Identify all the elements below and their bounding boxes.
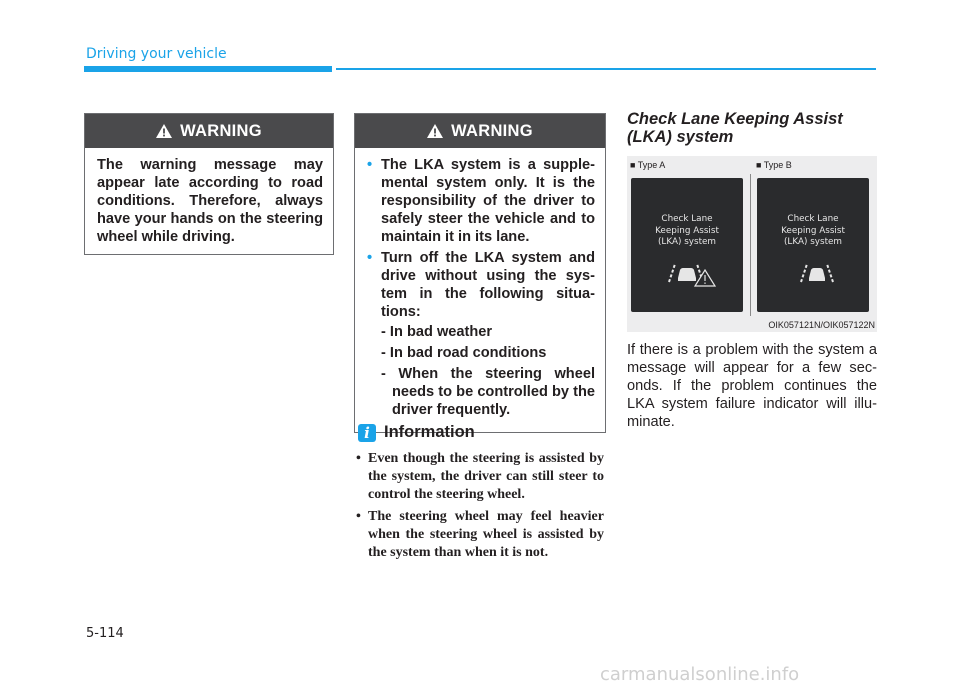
cluster-screen-type-b: [757, 178, 869, 312]
screen-line: (LKA) system: [658, 237, 716, 247]
figure-caption: OIK057121N/OIK057122N: [768, 320, 875, 330]
section-title: Driving your vehicle: [86, 46, 227, 62]
information-item: [354, 508, 604, 562]
warning-sub-list: [381, 323, 595, 419]
warning-bullet-text: Turn off the LKA system and drive without using the sys-tem in the following situa-tions:: [381, 250, 595, 320]
bullet-dot-icon: •: [356, 451, 361, 466]
screen-message: [631, 214, 743, 249]
information-item-text: Even though the steering is assisted by the system, the driver can still steer to control the steering wheel.: [368, 451, 604, 502]
warning-triangle-icon: [156, 124, 172, 138]
warning-box-middle: [354, 113, 606, 433]
warning-bullet: [367, 249, 595, 419]
cluster-figure: [627, 156, 877, 332]
warning-sub-item: - In bad weather: [381, 324, 493, 340]
information-item-text: The steering wheel may feel heavier when the steering wheel is assisted by the system than when it is not.: [368, 509, 604, 560]
type-a-label: ■ Type A: [630, 160, 666, 170]
figure-divider: [750, 174, 751, 316]
warning-box-left: [84, 113, 334, 255]
screen-line: Check Lane: [787, 214, 839, 224]
bullet-dot-icon: •: [367, 250, 373, 266]
screen-line: Keeping Assist: [655, 225, 719, 236]
page-number: 5-114: [86, 626, 124, 641]
warning-header: [85, 114, 333, 148]
warning-triangle-icon: [427, 124, 443, 138]
warning-header: [355, 114, 605, 148]
body-paragraph: If there is a problem with the system a message will appear for a few sec-onds. If the problem continues the LKA system failure indicator will illu-minate.: [627, 342, 877, 430]
lka-warning-icon: [665, 258, 717, 288]
warning-sub-item: - When the steering wheel needs to be controlled by the driver frequently.: [381, 366, 595, 418]
header-rule-thin: [336, 68, 876, 70]
information-heading: [358, 423, 475, 442]
bullet-dot-icon: •: [367, 157, 373, 173]
section-heading: Check Lane Keeping Assist (LKA) system: [627, 110, 843, 146]
warning-title: WARNING: [451, 121, 533, 140]
warning-sub-item: - In bad road conditions: [381, 345, 547, 361]
warning-title: WARNING: [180, 121, 262, 140]
cluster-screen-type-a: [631, 178, 743, 312]
screen-line: Keeping Assist: [781, 225, 845, 236]
lka-icon: [791, 258, 843, 288]
screen-line: Check Lane: [661, 214, 713, 224]
information-list: [354, 450, 604, 566]
header-rule-thick: [84, 66, 332, 72]
bullet-dot-icon: •: [356, 509, 361, 524]
information-item: [354, 450, 604, 504]
screen-line: (LKA) system: [784, 237, 842, 247]
watermark: carmanualsonline.info: [600, 664, 800, 685]
warning-bullet: [367, 156, 595, 246]
warning-bullet-text: The LKA system is a supple-mental system only. It is the responsibility of the driver to safely steer the vehicle and to maintain it in its lane.: [381, 157, 595, 245]
information-title: Information: [384, 423, 475, 441]
type-b-label: ■ Type B: [756, 160, 792, 170]
warning-text: The warning message may appear late according to road conditions. Therefore, always have your hands on the steering wheel while driving.: [97, 157, 323, 245]
screen-message: [757, 214, 869, 249]
info-icon: i: [358, 424, 376, 442]
